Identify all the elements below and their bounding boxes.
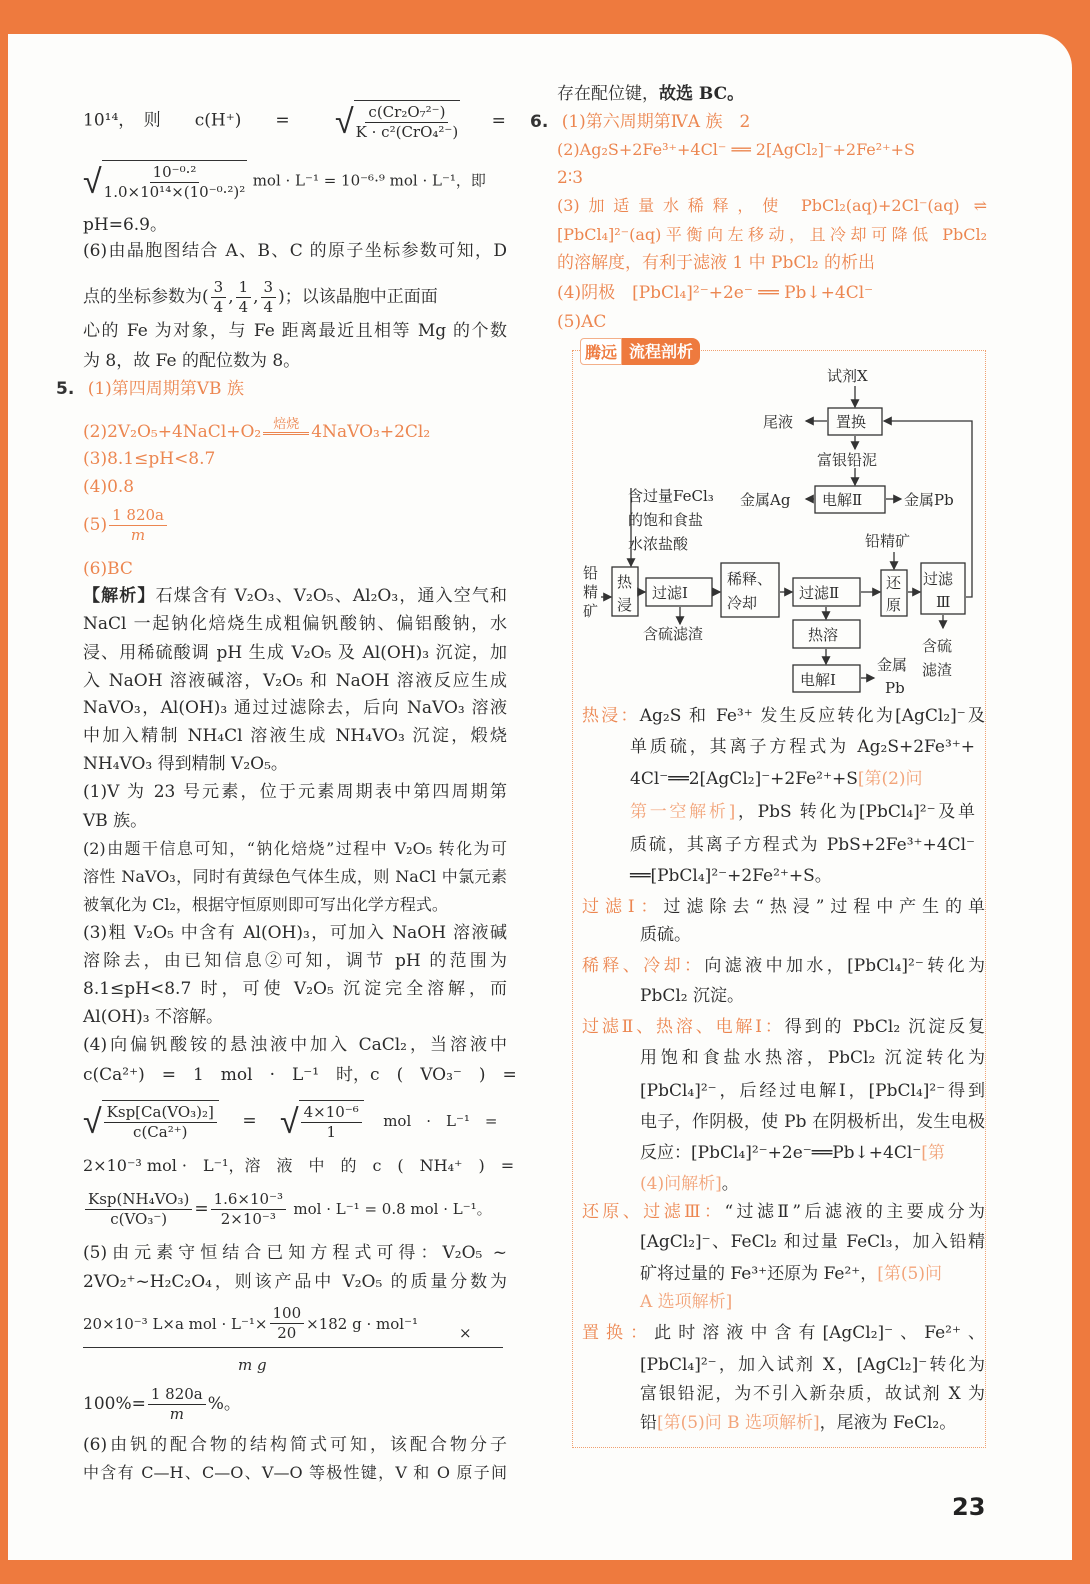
label-lead-ore: 精 (583, 583, 599, 601)
label-sulfur-residue: 含硫滤渣 (643, 625, 704, 643)
text: = (194, 1199, 209, 1219)
label-filter-3: Ⅲ (936, 593, 951, 611)
note-line: 质硫，其离子方程式为 PbS+2Fe³⁺+4Cl⁻ (630, 835, 975, 855)
text-line (83, 1190, 507, 1229)
label-hot-leach: 浸 (617, 596, 633, 614)
note-line (582, 896, 985, 918)
fraction (211, 1190, 286, 1229)
note-line: PbCl₂ 沉淀。 (640, 986, 744, 1006)
text: 矿将过量的 Fe³⁺还原为 Fe²⁺， (640, 1264, 878, 1284)
note-line (582, 705, 985, 727)
label-hot-leach: 热 (617, 573, 633, 591)
numerator: 100 (270, 1304, 305, 1324)
label-metal-pb: Pb (885, 679, 905, 697)
text: mol · L⁻¹ = 0.8 mol · L⁻¹。 (293, 1200, 492, 1218)
note-line (630, 801, 975, 823)
text-line: 2VO₂⁺~H₂C₂O₄，则该产品中 V₂O₅ 的质量分数为 (83, 1272, 507, 1292)
brand-logo: 腾远 (580, 338, 622, 365)
text-line: 溶性 NaVO₃，同时有黄绿色气体生成，则 NaCl 中氯元素 (83, 867, 507, 886)
text: Ag₂S 和 Fe³⁺ 发生反应转化为[AgCl₂]⁻及 (639, 706, 986, 726)
text-line: 2×10⁻³ mol · L⁻¹，溶 液 中 的 c ( NH₄⁺ ) = (83, 1156, 515, 1175)
sqrt-expression: √ $\frac{\text{10⁻⁰·²}}{\text{1.0×10¹⁴×(10⁻⁰·²)²}}$ (83, 162, 246, 202)
text-line: (4)向偏钒酸铵的悬浊液中加入 CaCl₂，当溶液中 (83, 1035, 507, 1055)
text-line: (6)由晶胞图结合 A、B、C 的原子坐标参数可知，D (83, 241, 507, 261)
label-dilute-cool: 冷却 (727, 594, 758, 612)
answer-text: (1)第六周期第ⅣA 族 2 (561, 112, 751, 132)
label-metal-ag: 金属Ag (740, 491, 791, 509)
note-line (630, 768, 923, 790)
answer-text: (1)第四周期第ⅤB 族 (87, 379, 244, 399)
text-line: (1)V 为 23 号元素，位于元素周期表中第四周期第 (83, 782, 507, 802)
numerator: 10⁻⁰·² (150, 163, 200, 183)
note-line: [PbCl₄]²⁻，加入试剂 X，[AgCl₂]⁻转化为 (640, 1355, 985, 1375)
text: = (242, 1110, 257, 1131)
answer-line: (6)BC (83, 559, 133, 579)
text: 铅 (640, 1413, 657, 1433)
text-line: (6)由钒的配合物的结构简式可知，该配合物分子 (83, 1435, 507, 1455)
numerator: 3 (261, 278, 277, 298)
fraction (148, 1385, 206, 1424)
note-line: 质硫。 (640, 925, 691, 945)
text: 100%= (83, 1394, 146, 1414)
label-reduction: 还 (886, 574, 902, 592)
note-line (582, 1016, 985, 1038)
label-metal-pb: 金属 (877, 656, 908, 674)
numerator: 1.6×10⁻³ (211, 1190, 286, 1210)
text-line: 中加入精制 NH₄Cl 溶液生成 NH₄VO₃ 沉淀，煅烧 (83, 726, 507, 746)
note-line (640, 1173, 985, 1195)
condition-label: 焙烧 (273, 417, 300, 432)
label-hot-dissolve: 热溶 (808, 626, 839, 644)
denominator: 20 (277, 1324, 297, 1342)
denominator: 4 (263, 298, 274, 316)
numerator: c(Cr₂O₇²⁻) (365, 103, 448, 123)
note-line (582, 955, 985, 977)
denominator: m (169, 1405, 184, 1423)
text: (2)2V₂O₅+4NaCl+O₂ (83, 422, 262, 442)
text-line: 溶除去，由已知信息②可知，调节 pH 的范围为 (83, 951, 507, 971)
label-lead-ore: 矿 (583, 602, 599, 620)
answer-line: [PbCl₄]²⁻(aq)平衡向左移动，且冷却可降低 PbCl₂ (557, 225, 987, 244)
note-label: 还原、过滤Ⅲ： (582, 1202, 725, 1222)
note-line (640, 1142, 985, 1164)
reference: [第(5)问 B 选项解析] (657, 1413, 820, 1433)
numerator: 1 820a (148, 1385, 206, 1405)
reference: (4)问解析] (640, 1174, 722, 1194)
note-line: A 选项解析] (640, 1292, 733, 1312)
text-line (83, 1304, 507, 1374)
note-line: 富银铅泥，为不引入新杂质，故试剂 X 为 (640, 1384, 985, 1404)
label-electrolysis-1: 电解Ⅰ (800, 671, 836, 689)
denominator: m g (238, 1356, 267, 1374)
denominator: 1.0×10¹⁴×(10⁻⁰·²)² (103, 183, 246, 201)
text-line: 中含有 C—H、C—O、V—O 等极性键，V 和 O 原子间 (83, 1463, 507, 1482)
note-label: 过滤Ⅱ、热溶、电解Ⅰ： (582, 1017, 785, 1037)
label-ag-rich-mud: 富银铅泥 (817, 451, 878, 469)
answer-line: (5)AC (557, 312, 607, 332)
reference: 第一空解析] (630, 802, 736, 822)
text-line: 8.1≤pH<8.7 时，可使 V₂O₅ 沉淀完全溶解，而 (83, 979, 507, 999)
text-line: NaVO₃，Al(OH)₃ 通过过滤除去，后向 NaVO₃ 溶液 (83, 698, 507, 718)
text-line: 入 NaOH 溶液碱溶，V₂O₅ 和 NaOH 溶液反应生成 (83, 671, 507, 691)
label-lead-ore: 铅 (583, 564, 599, 582)
numerator: 4×10⁻⁶ (301, 1103, 362, 1123)
label-feed-solution: 含过量FeCl₃ (628, 487, 714, 505)
denominator: 1 (326, 1123, 336, 1141)
reference: [第 (921, 1143, 945, 1163)
note-line (640, 1263, 985, 1285)
text: 。 (721, 1174, 739, 1194)
text: 石煤含有 V₂O₃、V₂O₅、Al₂O₃，通入空气和 (155, 586, 508, 606)
answer-line: 2∶3 (557, 168, 584, 188)
text: )；以该晶胞中正面面 (278, 287, 438, 307)
numerator: 1 820a (109, 506, 167, 526)
text: 得到的 PbCl₂ 沉淀反复 (784, 1017, 985, 1037)
label-electrolysis-2: 电解Ⅱ (822, 491, 863, 509)
section-title: 流程剖析 (622, 338, 700, 365)
text-line: ⅤB 族。 (83, 811, 148, 831)
text-line: NaCl 一起钠化焙烧生成粗偏钒酸钠、偏铝酸钠，水 (83, 614, 507, 634)
note-line: 单质硫，其离子方程式为 Ag₂S+2Fe³⁺+ (630, 737, 975, 757)
note-line (582, 1201, 985, 1223)
numerator: Ksp[Ca(VO₃)₂] (104, 1103, 217, 1123)
text: = (491, 110, 506, 131)
note-label: 置换： (582, 1323, 655, 1343)
text-line: Al(OH)₃ 不溶解。 (83, 1007, 223, 1027)
answer-line: (2)Ag₂S+2Fe³⁺+4Cl⁻ ══ 2[AgCl₂]⁻+2Fe²⁺+S (557, 140, 915, 159)
label-displacement: 置换 (836, 413, 867, 431)
label-tail-liquid: 尾液 (763, 413, 794, 431)
label-sulfur-residue: 滤渣 (922, 661, 953, 679)
label-reduction: 原 (886, 596, 902, 614)
text: 过滤除去“热浸”过程中产生的单 (663, 897, 985, 917)
text: ，尾液为 FeCl₂。 (819, 1413, 957, 1433)
text-line: c(Ca²⁺) = 1 mol · L⁻¹ 时，c ( VO₃⁻ ) = (83, 1065, 517, 1085)
answer-line: 的溶解度，有利于滤液 1 中 PbCl₂ 的析出 (557, 253, 876, 273)
answer-line: (4)阴极 [PbCl₄]²⁻+2e⁻ ══ Pb↓+4Cl⁻ (557, 283, 874, 303)
answer-line: (3)8.1≤pH<8.7 (83, 449, 216, 469)
denominator: 2×10⁻³ (220, 1210, 276, 1228)
fraction (301, 1103, 362, 1142)
note-label: 稀释、冷却： (582, 956, 705, 976)
note-label: 热浸： (582, 706, 640, 726)
page-number: 23 (952, 1493, 986, 1521)
question-number: 6. (530, 112, 549, 132)
text: 10¹⁴， 则 c(H⁺) = (83, 110, 290, 131)
note-line (640, 1412, 985, 1434)
text: (5) (83, 515, 108, 535)
sqrt-expression: √ $\frac{\text{c(Cr₂O₇²⁻)}}{\text{K · c²(CrO₄²⁻)}}$ (335, 102, 459, 142)
label-lead-ore: 铅精矿 (865, 532, 911, 550)
text-line: pH=6.9。 (83, 215, 167, 235)
analysis-label: 【解析】 (83, 586, 156, 606)
text: 20×10⁻³ L×a mol · L⁻¹× (83, 1314, 268, 1333)
text: %。 (207, 1394, 241, 1414)
denominator: K · c²(CrO₄²⁻) (355, 123, 459, 141)
process-flowchart (0, 0, 1090, 720)
text-line: (5)由元素守恒结合已知方程式可得：V₂O₅ ~ (83, 1243, 507, 1263)
text: 反应：[PbCl₄]²⁻+2e⁻══Pb↓+4Cl⁻ (640, 1143, 922, 1163)
label-dilute-cool: 稀释、 (727, 570, 773, 588)
text-line: (3)粗 V₂O₅ 中含有 Al(OH)₃，可加入 NaOH 溶液碱 (83, 923, 507, 943)
text-line (83, 1100, 507, 1142)
denominator: 4 (213, 298, 224, 316)
fraction (270, 1304, 305, 1343)
text: mol · L⁻¹ = (383, 1111, 498, 1130)
text-line: 被氧化为 Cl₂，根据守恒原则即可写出化学方程式。 (83, 895, 448, 914)
text-line: 为 8，故 Fe 的配位数为 8。 (83, 351, 301, 371)
fraction (104, 1103, 217, 1142)
label-metal-pb: 金属Pb (904, 491, 954, 509)
text: mol · L⁻¹ = 10⁻⁶·⁹ mol · L⁻¹，即 (252, 171, 486, 190)
numerator: 1 (236, 278, 252, 298)
answer-line: (4)0.8 (83, 477, 135, 497)
label-feed-solution: 的饱和食盐 (628, 511, 704, 529)
text: 存在配位键， (557, 84, 659, 104)
note-line: [PbCl₄]²⁻，后经过电解Ⅰ，[PbCl₄]²⁻得到 (640, 1081, 985, 1101)
denominator: c(VO₃⁻) (110, 1210, 168, 1228)
label-filter-2: 过滤Ⅱ (799, 584, 840, 602)
fraction (85, 1190, 192, 1229)
text: 此时溶液中含有[AgCl₂]⁻、Fe²⁺、 (654, 1323, 986, 1343)
denominator: m (130, 526, 146, 544)
denominator: c(Ca²⁺) (133, 1123, 188, 1141)
label-sulfur-residue: 含硫 (922, 637, 953, 655)
text: “过滤Ⅱ”后滤液的主要成分为 (724, 1202, 986, 1222)
text: 故选 BC。 (659, 84, 745, 104)
note-label: 过滤Ⅰ： (582, 897, 664, 917)
note-line: [AgCl₂]⁻、FeCl₂ 和过量 FeCl₃，加入铅精 (640, 1232, 985, 1252)
sqrt-expression: √ $\frac{\text{Ksp[Ca(VO₃)₂]}}{\text{c(Ca²⁺)}}$ (83, 1100, 219, 1142)
text-line: 浸、用稀硫酸调 pH 生成 V₂O₅ 及 Al(OH)₃ 沉淀，加 (83, 643, 507, 663)
denominator: 4 (238, 298, 249, 316)
note-line: ══[PbCl₄]²⁻+2Fe²⁺+S。 (630, 866, 832, 886)
text-line (83, 1385, 507, 1424)
text: 向滤液中加水，[PbCl₄]²⁻转化为 (704, 956, 985, 976)
text: 点的坐标参数为( (83, 287, 209, 307)
label-feed-solution: 水浓盐酸 (628, 535, 689, 553)
label-filter-1: 过滤Ⅰ (652, 584, 688, 602)
text: 4Cl⁻══2[AgCl₂]⁻+2Fe²⁺+S (630, 769, 858, 789)
text-line: (2)由题干信息可知，“钠化焙烧”过程中 V₂O₅ 转化为可 (83, 839, 507, 858)
numerator: 3 (211, 278, 227, 298)
note-line (582, 1322, 985, 1344)
numerator: Ksp(NH₄VO₃) (85, 1190, 192, 1210)
text-line: 心的 Fe 为对象，与 Fe 距离最近且相等 Mg 的个数 (83, 321, 507, 341)
note-line: 用饱和食盐水热溶，PbCl₂ 沉淀转化为 (640, 1048, 985, 1068)
text: ×182 g · mol⁻¹ (306, 1314, 418, 1333)
text-line: NH₄VO₃ 得到精制 V₂O₅。 (83, 754, 288, 774)
text: × (459, 1324, 472, 1342)
answer-line: (3)加适量水稀释，使 PbCl₂(aq)+2Cl⁻(aq) ⇌ (557, 196, 987, 215)
text-line: 点的坐标参数为( $\frac{3}{4}$ , $\frac{1}{4}$ , $\frac{3}{4}$ )；以该晶胞中正面面 (83, 278, 438, 316)
text: ，PbS 转化为[PbCl₄]²⁻及单 (735, 802, 975, 822)
label-filter-3: 过滤 (923, 570, 954, 588)
reference: [第(5)问 (877, 1264, 942, 1284)
question-number: 5. (56, 379, 75, 399)
text: 4NaVO₃+2Cl₂ (311, 422, 431, 442)
reference: [第(2)问 (857, 769, 923, 789)
sqrt-expression: √ $\frac{\text{4×10⁻⁶}}{1}$ (280, 1100, 364, 1142)
note-line: 电子，作阴极，使 Pb 在阴极析出，发生电极 (640, 1112, 985, 1132)
label-reagent-x: 试剂X (827, 367, 868, 385)
